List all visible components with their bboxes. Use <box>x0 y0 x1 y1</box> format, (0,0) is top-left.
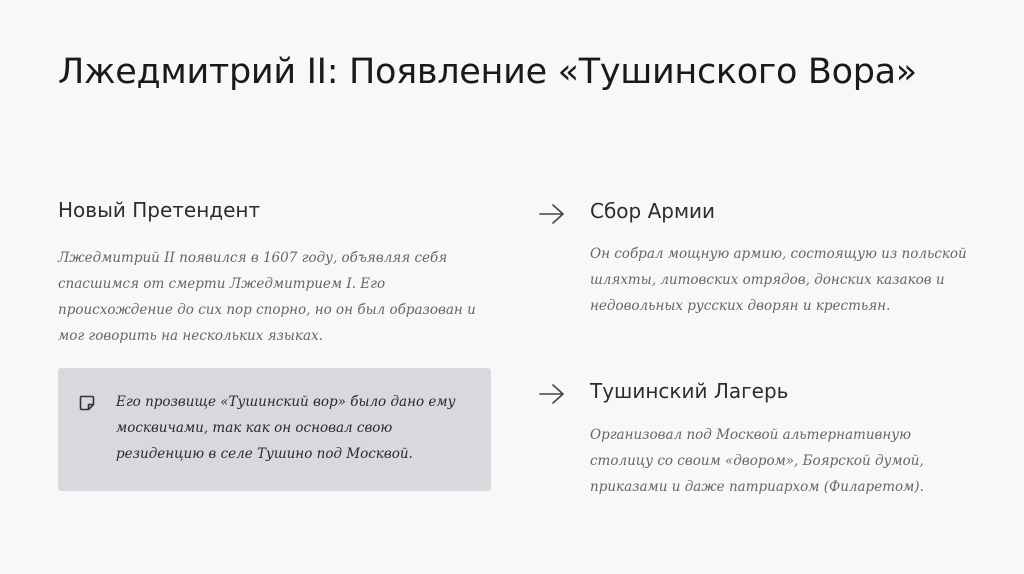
army-gathering-heading: Сбор Армии <box>590 199 716 223</box>
note-icon <box>78 394 96 412</box>
note-text: Его прозвище «Тушинский вор» было дано ему москвичами, так как он основал свою резиденцию в селе Тушино под Москвой. <box>116 394 456 462</box>
tushino-camp-text: Организовал под Москвой альтернативную столицу со своим «двором», Боярской думой, приказами и даже патриархом (Филаретом). <box>590 427 924 495</box>
slide-title: Лжедмитрий II: Появление «Тушинского Вора» <box>58 52 917 92</box>
tushino-camp-heading: Тушинский Лагерь <box>590 379 789 403</box>
note-callout <box>58 368 491 491</box>
new-pretender-heading: Новый Претендент <box>58 198 261 222</box>
arrow-right-icon <box>538 202 566 226</box>
new-pretender-text: Лжедмитрий II появился в 1607 году, объявляя себя спасшимся от смерти Лжедмитрием I. Его происхождение до сих пор спорно, но он был образован и мог говорить на нескольких языках. <box>58 250 476 344</box>
army-gathering-text: Он собрал мощную армию, состоящую из польской шляхты, литовских отрядов, донских казаков и недовольных русских дворян и крестьян. <box>590 246 967 314</box>
arrow-right-icon <box>538 382 566 406</box>
